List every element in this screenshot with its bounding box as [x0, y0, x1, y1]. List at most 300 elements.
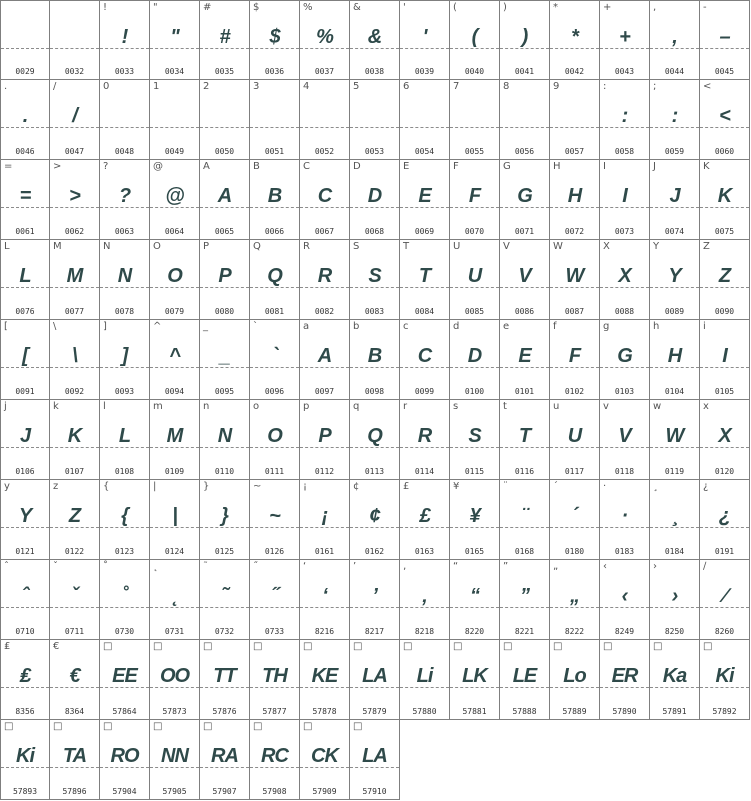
glyph-cell: [600, 320, 650, 400]
glyph-code: 57907: [212, 787, 237, 796]
glyph-sample: T: [418, 265, 431, 287]
glyph-code: 0113: [364, 467, 385, 476]
glyph-label: □: [353, 721, 363, 732]
glyph-cell: [100, 720, 150, 800]
glyph-code: 0048: [114, 147, 135, 156]
glyph-code: 0075: [714, 227, 735, 236]
glyph-sample: Ki: [715, 665, 734, 687]
glyph-code: 8216: [314, 627, 335, 636]
glyph-sample: (: [471, 26, 478, 48]
glyph-label: b: [353, 321, 360, 332]
glyph-cell: [0, 560, 50, 640]
glyph-label: □: [103, 641, 113, 652]
glyph-code: 0086: [514, 307, 535, 316]
glyph-label: 1: [153, 81, 160, 92]
glyph-cell: [100, 400, 150, 480]
glyph-label: „: [553, 561, 559, 572]
glyph-sample: C: [317, 185, 332, 207]
glyph-sample: !: [121, 26, 128, 48]
glyph-label: □: [4, 721, 14, 732]
glyph-sample: L: [118, 425, 131, 447]
glyph-sample: K: [717, 185, 732, 207]
glyph-label: #: [203, 2, 212, 13]
glyph-label: ˝: [253, 561, 258, 572]
glyph-sample: I: [622, 185, 627, 207]
glyph-sample: ’: [372, 585, 377, 607]
glyph-code: 0730: [114, 627, 135, 636]
glyph-label: A: [203, 161, 210, 172]
glyph-cell: [350, 640, 400, 720]
glyph-label: ´: [553, 481, 558, 492]
glyph-cell: [200, 480, 250, 560]
glyph-cell: [500, 80, 550, 160]
glyph-sample: ”: [520, 585, 529, 607]
glyph-cell: [500, 480, 550, 560]
glyph-cell: [200, 560, 250, 640]
glyph-code: 0103: [614, 387, 635, 396]
glyph-cell: [350, 320, 400, 400]
glyph-sample: P: [218, 265, 231, 287]
glyph-cell: [100, 320, 150, 400]
glyph-label: x: [703, 401, 709, 412]
glyph-code: 0057: [564, 147, 585, 156]
glyph-label: t: [503, 401, 507, 412]
glyph-code: 0101: [514, 387, 535, 396]
glyph-code: 8218: [414, 627, 435, 636]
glyph-code: 0055: [464, 147, 485, 156]
glyph-sample: X: [718, 425, 731, 447]
glyph-sample: ): [521, 26, 528, 48]
glyph-sample: KE: [311, 665, 338, 687]
glyph-label: G: [503, 161, 511, 172]
glyph-cell: [200, 720, 250, 800]
glyph-label: ‚: [403, 561, 407, 572]
glyph-sample: ER: [611, 665, 638, 687]
glyph-label: n: [203, 401, 210, 412]
glyph-code: 0097: [314, 387, 335, 396]
glyph-cell: [300, 640, 350, 720]
glyph-cell: [0, 0, 50, 80]
glyph-code: 0126: [264, 547, 285, 556]
glyph-code: 0095: [214, 387, 235, 396]
glyph-label: w: [653, 401, 662, 412]
glyph-label: 5: [353, 81, 360, 92]
glyph-cell: [100, 0, 150, 80]
glyph-cell: [350, 0, 400, 80]
glyph-cell: [500, 240, 550, 320]
glyph-code: 0079: [164, 307, 185, 316]
glyph-code: 0083: [364, 307, 385, 316]
glyph-sample: +: [619, 26, 630, 48]
glyph-cell: [400, 160, 450, 240]
glyph-label: S: [353, 241, 360, 252]
glyph-label: □: [203, 721, 213, 732]
glyph-sample: TT: [213, 665, 236, 687]
glyph-label: ¢: [353, 481, 360, 492]
glyph-label: □: [103, 721, 113, 732]
glyph-sample: E: [518, 345, 531, 367]
glyph-sample: E: [418, 185, 431, 207]
glyph-label: □: [453, 641, 463, 652]
glyph-cell: [250, 240, 300, 320]
glyph-sample: R: [417, 425, 432, 447]
glyph-code: 0096: [264, 387, 285, 396]
glyph-cell: [450, 560, 500, 640]
glyph-label: □: [653, 641, 663, 652]
glyph-code: 57879: [362, 707, 387, 716]
glyph-code: 0711: [64, 627, 85, 636]
glyph-sample: ¿: [718, 505, 731, 527]
glyph-code: 0058: [614, 147, 635, 156]
glyph-cell: [100, 80, 150, 160]
glyph-label: E: [403, 161, 410, 172]
glyph-label: o: [253, 401, 260, 412]
glyph-sample: \: [72, 345, 77, 367]
glyph-code: 0069: [414, 227, 435, 236]
glyph-cell: [250, 640, 300, 720]
glyph-code: 0162: [364, 547, 385, 556]
glyph-code: 57893: [12, 787, 38, 796]
glyph-label: “: [453, 561, 459, 572]
glyph-cell: [650, 320, 700, 400]
glyph-code: 0062: [64, 227, 85, 236]
glyph-label: €: [53, 641, 60, 652]
glyph-sample: .: [22, 105, 28, 127]
glyph-code: 0106: [15, 467, 35, 476]
glyph-cell: [50, 480, 100, 560]
glyph-cell: [550, 0, 600, 80]
glyph-label: ’: [353, 561, 357, 572]
glyph-code: 8222: [564, 627, 585, 636]
glyph-code: 0080: [214, 307, 235, 316]
glyph-sample: ]: [121, 345, 128, 367]
glyph-code: 0089: [664, 307, 685, 316]
glyph-cell: [0, 720, 50, 800]
glyph-sample: ?: [118, 185, 131, 207]
glyph-cell: [600, 0, 650, 80]
glyph-code: 0052: [314, 147, 335, 156]
glyph-cell: [50, 160, 100, 240]
glyph-code: 0038: [364, 67, 385, 76]
glyph-cell: [0, 240, 50, 320]
glyph-sample: Ka: [662, 665, 687, 687]
baseline-guide: [200, 127, 249, 128]
baseline-guide: [100, 127, 149, 128]
glyph-code: 0161: [314, 547, 335, 556]
glyph-code: 0191: [714, 547, 735, 556]
glyph-label: □: [153, 721, 163, 732]
glyph-cell: [500, 160, 550, 240]
glyph-code: 57892: [712, 707, 737, 716]
glyph-code: 0067: [314, 227, 335, 236]
glyph-label: :: [603, 81, 607, 92]
glyph-code: 0183: [614, 547, 635, 556]
glyph-label: }: [203, 481, 210, 492]
glyph-label: *: [553, 2, 558, 13]
glyph-code: 57890: [612, 707, 637, 716]
glyph-sample: O: [167, 265, 182, 287]
glyph-label: 0: [103, 81, 110, 92]
baseline-guide: [250, 127, 299, 128]
glyph-label: a: [303, 321, 310, 332]
glyph-code: 0125: [214, 547, 235, 556]
glyph-code: 0180: [564, 547, 585, 556]
glyph-label: ¥: [453, 481, 460, 492]
glyph-code: 0100: [464, 387, 485, 396]
glyph-code: 0107: [64, 467, 85, 476]
glyph-code: 0060: [714, 147, 735, 156]
glyph-sample: LA: [362, 745, 387, 767]
glyph-label: .: [4, 81, 8, 92]
glyph-code: 0068: [364, 227, 385, 236]
glyph-code: 0104: [664, 387, 685, 396]
baseline-guide: [400, 127, 449, 128]
glyph-label: ,: [653, 2, 657, 13]
glyph-cell: [600, 640, 650, 720]
glyph-cell: [700, 640, 750, 720]
glyph-label: J: [653, 161, 656, 172]
glyph-label: □: [703, 641, 713, 652]
glyph-cell: [400, 560, 450, 640]
glyph-cell: [250, 0, 300, 80]
glyph-label: 9: [553, 81, 560, 92]
glyph-code: 0120: [714, 467, 735, 476]
glyph-code: 0051: [264, 147, 285, 156]
glyph-cell: [650, 160, 700, 240]
glyph-cell: [700, 0, 750, 80]
glyph-sample: D: [467, 345, 482, 367]
glyph-label: □: [353, 641, 363, 652]
glyph-label: 3: [253, 81, 260, 92]
glyph-code: 0054: [414, 147, 435, 156]
glyph-label: Y: [653, 241, 660, 252]
glyph-cell: [300, 480, 350, 560]
glyph-sample: ´: [571, 505, 578, 527]
glyph-label: j: [4, 401, 7, 412]
baseline-guide: [350, 127, 399, 128]
glyph-sample: ‘: [322, 585, 327, 607]
glyph-sample: =: [19, 185, 31, 207]
glyph-cell: [650, 480, 700, 560]
glyph-sample: OO: [159, 665, 190, 687]
glyph-label: D: [353, 161, 361, 172]
glyph-code: 8364: [64, 707, 85, 716]
glyph-cell: [450, 80, 500, 160]
glyph-label: ¡: [303, 481, 308, 492]
glyph-label: T: [403, 241, 410, 252]
glyph-label: ˇ: [53, 561, 58, 572]
glyph-code: 0165: [464, 547, 485, 556]
glyph-code: 0035: [214, 67, 235, 76]
glyph-label: □: [553, 641, 563, 652]
glyph-label: £: [403, 481, 410, 492]
glyph-cell: [500, 560, 550, 640]
glyph-sample: |: [172, 505, 177, 527]
glyph-code: 0122: [64, 547, 85, 556]
glyph-code: 0121: [15, 547, 35, 556]
glyph-cell: [300, 320, 350, 400]
glyph-sample: #: [219, 26, 230, 48]
glyph-cell: [500, 0, 550, 80]
glyph-cell: [50, 720, 100, 800]
glyph-label: ˜: [203, 561, 208, 572]
glyph-code: 0043: [614, 67, 635, 76]
glyph-sample: TH: [262, 665, 287, 687]
glyph-code: 57873: [162, 707, 187, 716]
glyph-code: 0064: [164, 227, 185, 236]
glyph-cell: [0, 160, 50, 240]
glyph-sample: ': [422, 26, 427, 48]
glyph-sample: €: [69, 665, 80, 687]
glyph-label: =: [4, 161, 13, 172]
glyph-code: 0114: [414, 467, 435, 476]
glyph-label: K: [703, 161, 710, 172]
glyph-cell: [450, 320, 500, 400]
glyph-sample: ": [170, 26, 179, 48]
glyph-cell: [50, 560, 100, 640]
glyph-label: ˆ: [4, 561, 9, 572]
glyph-cell: [350, 480, 400, 560]
glyph-label: ): [503, 2, 507, 13]
glyph-label: $: [253, 2, 260, 13]
glyph-code: 0731: [164, 627, 185, 636]
glyph-sample: Ki: [16, 745, 34, 767]
glyph-sample: ^: [169, 345, 180, 367]
glyph-label: M: [53, 241, 62, 252]
glyph-cell: [200, 240, 250, 320]
glyph-label: q: [353, 401, 360, 412]
glyph-label: □: [203, 641, 213, 652]
glyph-sample: O: [267, 425, 282, 447]
glyph-code: 8221: [514, 627, 535, 636]
glyph-sample: }: [221, 505, 228, 527]
glyph-label: u: [553, 401, 560, 412]
glyph-cell: [200, 640, 250, 720]
glyph-label: p: [303, 401, 310, 412]
glyph-label: 2: [203, 81, 210, 92]
glyph-sample: R: [317, 265, 332, 287]
glyph-code: 8217: [364, 627, 385, 636]
glyph-cell: [150, 480, 200, 560]
glyph-sample: M: [66, 265, 83, 287]
glyph-sample: F: [568, 345, 581, 367]
glyph-sample: M: [166, 425, 183, 447]
glyph-label: □: [603, 641, 613, 652]
glyph-label: <: [703, 81, 712, 92]
glyph-cell: [350, 560, 400, 640]
glyph-cell: [400, 80, 450, 160]
glyph-label: Z: [703, 241, 710, 252]
glyph-label: □: [253, 641, 263, 652]
glyph-cell: [650, 0, 700, 80]
glyph-code: 57877: [262, 707, 287, 716]
glyph-label: R: [303, 241, 310, 252]
glyph-code: 0029: [15, 67, 35, 76]
glyph-code: 0074: [664, 227, 685, 236]
glyph-cell: [150, 640, 200, 720]
glyph-sample: LK: [462, 665, 487, 687]
glyph-sample: ¡: [321, 505, 328, 527]
glyph-code: 57905: [162, 787, 187, 796]
glyph-label: ˛: [153, 561, 158, 572]
glyph-label: ^: [153, 321, 162, 332]
glyph-sample: ∕: [723, 585, 726, 607]
glyph-sample: ‹: [621, 585, 628, 607]
glyph-cell: [300, 720, 350, 800]
glyph-cell: [100, 640, 150, 720]
glyph-code: 57896: [62, 787, 87, 796]
glyph-sample: ›: [671, 585, 678, 607]
baseline-guide: [550, 127, 599, 128]
glyph-sample: £: [419, 505, 430, 527]
glyph-sample: V: [618, 425, 631, 447]
glyph-cell: [100, 240, 150, 320]
glyph-code: 0041: [514, 67, 535, 76]
glyph-label: H: [553, 161, 561, 172]
glyph-sample: –: [719, 26, 730, 48]
glyph-sample: EE: [112, 665, 137, 687]
glyph-code: 57888: [512, 707, 537, 716]
glyph-code: 0123: [114, 547, 135, 556]
glyph-sample: >: [69, 185, 80, 207]
glyph-cell: [450, 160, 500, 240]
glyph-label: ': [403, 2, 406, 13]
glyph-code: 0047: [64, 147, 85, 156]
glyph-sample: S: [468, 425, 481, 447]
glyph-sample: Q: [267, 265, 282, 287]
glyph-label: ˚: [103, 561, 108, 572]
baseline-guide: [1, 48, 49, 49]
glyph-label: >: [53, 161, 62, 172]
glyph-label: 7: [453, 81, 460, 92]
glyph-sample: CK: [311, 745, 338, 767]
glyph-label: ]: [103, 321, 107, 332]
glyph-label: f: [553, 321, 557, 332]
glyph-label: ~: [253, 481, 262, 492]
glyph-cell: [100, 560, 150, 640]
glyph-cell: [0, 320, 50, 400]
glyph-cell: [400, 480, 450, 560]
glyph-cell: [200, 320, 250, 400]
glyph-cell: [0, 80, 50, 160]
glyph-code: 0078: [114, 307, 135, 316]
glyph-label: v: [603, 401, 609, 412]
glyph-sample: %: [316, 26, 333, 48]
glyph-cell: [450, 480, 500, 560]
glyph-code: 8260: [714, 627, 735, 636]
glyph-sample: ¥: [469, 505, 480, 527]
glyph-cell: [150, 0, 200, 80]
glyph-sample: $: [269, 26, 280, 48]
glyph-label: □: [53, 721, 63, 732]
glyph-sample: G: [517, 185, 532, 207]
glyph-sample: ˆ: [22, 585, 28, 607]
glyph-cell: [500, 400, 550, 480]
glyph-label: (: [453, 2, 457, 13]
glyph-cell: [200, 400, 250, 480]
glyph-code: 0117: [564, 467, 585, 476]
glyph-cell: [650, 560, 700, 640]
glyph-cell: [400, 0, 450, 80]
glyph-sample: ‚: [422, 585, 427, 607]
glyph-code: 0124: [164, 547, 185, 556]
glyph-cell: [0, 480, 50, 560]
glyph-cell: [150, 320, 200, 400]
glyph-cell: [250, 320, 300, 400]
glyph-cell: [300, 560, 350, 640]
glyph-cell: [350, 80, 400, 160]
glyph-sample: ˝: [271, 585, 278, 607]
